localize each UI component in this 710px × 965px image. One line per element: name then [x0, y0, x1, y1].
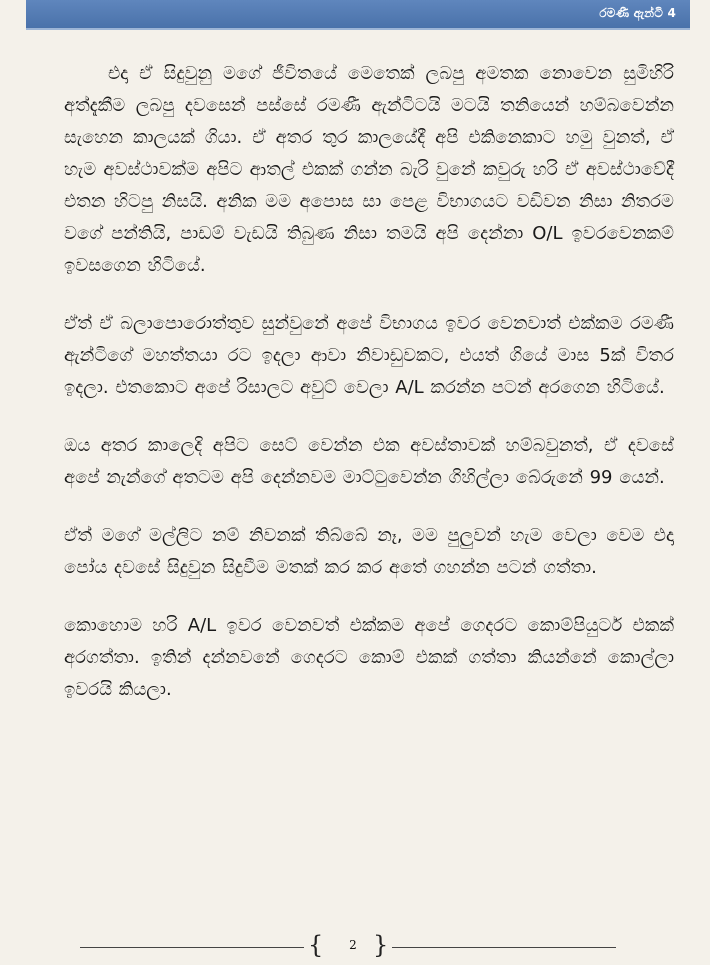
footer-brace-close: } [373, 931, 389, 959]
footer-rule-right [392, 947, 616, 948]
page-header-title: රමණී ඇන්ටි 4 [599, 6, 676, 20]
body-text [64, 58, 674, 732]
header-bar [26, 0, 690, 30]
page-number: 2 [349, 938, 357, 952]
paragraph-4: ඒත් මගේ මල්ලිට නම් නිවනක් තිබ්බේ නෑ, මම පුලුවන් හැම වෙලා වෙම එදා පෝය දවසේ සිදුවුන සිදුවීම මතක් කර කර අතේ ගහන්න පටන් ගත්තා. [64, 525, 674, 578]
paragraph-5: කොහොම හරි A/L ඉවර වෙනවත් එක්කම අපේ ගෙදරට කොම්පියුටර් එකක් අරගත්තා. ඉතින් දන්නවනේ ගෙදරට කොම් එකක් ගත්තා කියන්නේ කොල්ලා ඉවරයි කියලා. [64, 615, 674, 700]
page-footer [0, 931, 710, 960]
paragraph-2: ඒත් ඒ බලාපොරොත්තුව සුන්වුනේ අපේ විභාගය ඉවර වෙනවාත් එක්කම රමණී ඇන්ටිගේ මහත්තයා රට ඉදලා ආවා නිවාඩුවකට, එයත් ගියේ මාස 5ක් විතර ඉදලා. එතකොට අපේ රිසාලට අවුට් වෙලා A/L කරන්න පටන් අරගෙන හිටියේ. [64, 313, 674, 398]
paragraph-3: ඔය අතර කාලෙදි අපිට සෙට් වෙන්න එක අවස්තාවක් හම්බවුනත්, ඒ දවසේ අපේ නැන්ගේ අතටම අපි දෙන්නවම මාට්ටුවෙන්න ගිහිල්ලා බේරුනේ 99 යෙන්. [64, 435, 674, 488]
paragraph-1: එදා ඒ සිදුවුනු මගේ ජීවිතයේ මෙතෙක් ලබපු අමතක නොවෙන සුමිහිරි අත්දැකීම ලබපු දවසෙන් පස්සේ රමණී ඇන්ටිටයි මටයි තනියෙන් හම්බවෙන්න සැහෙන කාලයක් ගියා. ඒ අතර තුර කාලයේදී අපි එකිනෙකාට හමු වුනත්, ඒ හැම අවස්ථාවක්ම අපිට ආතල් එකක් ගන්න බැරි වුනේ කවුරු හරි ඒ අවස්ථාවේදී එතන හිටපු නිසයි. අනික මම අපොස සා පෙළ විභාගයට වඩිවන නිසා නිතරම වගේ පන්තියි, පාඩම් වැඩයි තිබුණ නිසා තමයි අපි දෙන්නා O/L ඉවරවෙනකම් ඉවසගෙන හිටියේ. [64, 63, 674, 276]
footer-brace-open: { [308, 931, 324, 959]
footer-rule-left [80, 947, 304, 948]
